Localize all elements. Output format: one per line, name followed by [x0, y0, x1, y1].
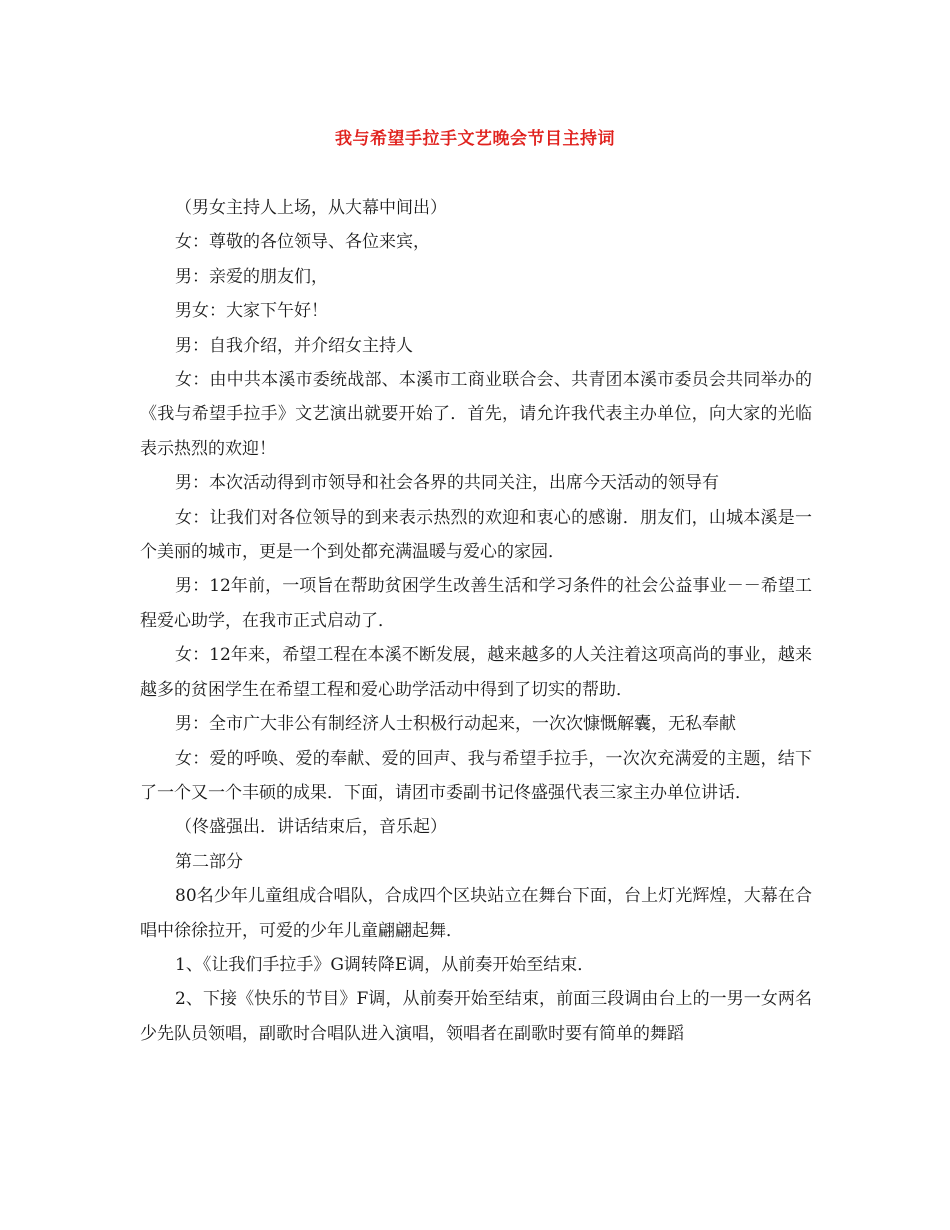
- paragraph: 男：12年前，一项旨在帮助贫困学生改善生活和学习条件的社会公益事业－－希望工程爱心助学，在我市正式启动了．: [140, 576, 812, 631]
- paragraph: 80名少年儿童组成合唱队，合成四个区块站立在舞台下面，台上灯光辉煌，大幕在合唱中徐徐拉开，可爱的少年儿童翩翩起舞．: [140, 886, 812, 941]
- paragraph: 第二部分: [175, 851, 243, 872]
- paragraph: 女：尊敬的各位领导、各位来宾，: [175, 232, 430, 253]
- paragraph: 女：12年来，希望工程在本溪不断发展，越来越多的人关注着这项高尚的事业，越来越多的贫困学生在希望工程和爱心助学活动中得到了切实的帮助．: [140, 645, 812, 700]
- paragraph: （佟盛强出．讲话结束后，音乐起）: [175, 817, 447, 838]
- paragraph: 男：亲爱的朋友们，: [175, 266, 328, 287]
- paragraph: 1、《让我们手拉手》G调转降E调，从前奏开始至结束．: [175, 954, 595, 975]
- paragraph: 男：全市广大非公有制经济人士积极行动起来，一次次慷慨解囊，无私奉献: [175, 714, 736, 735]
- document-title: 我与希望手拉手文艺晚会节目主持词: [335, 129, 615, 149]
- paragraph: 2、下接《快乐的节目》F调，从前奏开始至结束，前面三段调由台上的一男一女两名少先队员领唱，副歌时合唱队进入演唱，领唱者在副歌时要有简单的舞蹈: [140, 989, 812, 1044]
- paragraph: 女：让我们对各位领导的到来表示热烈的欢迎和衷心的感谢．朋友们，山城本溪是一个美丽的城市，更是一个到处都充满温暖与爱心的家园．: [140, 507, 812, 563]
- paragraph: （男女主持人上场，从大幕中间出）: [175, 198, 447, 218]
- paragraph: 女：爱的呼唤、爱的奉献、爱的回声、我与希望手拉手，一次次充满爱的主题，结下了一个又一个丰硕的成果．下面，请团市委副书记佟盛强代表三家主办单位讲话．: [140, 748, 812, 803]
- paragraph: 男女：大家下午好！: [175, 301, 328, 322]
- paragraph: 女：由中共本溪市委统战部、本溪市工商业联合会、共青团本溪市委员会共同举办的《我与希望手拉手》文艺演出就要开始了．首先，请允许我代表主办单位，向大家的光临表示热烈的欢迎！: [140, 370, 812, 459]
- paragraph: 男：本次活动得到市领导和社会各界的共同关注，出席今天活动的领导有: [175, 473, 719, 494]
- paragraph: 男：自我介绍，并介绍女主持人: [175, 335, 413, 356]
- document-body: [140, 191, 812, 1051]
